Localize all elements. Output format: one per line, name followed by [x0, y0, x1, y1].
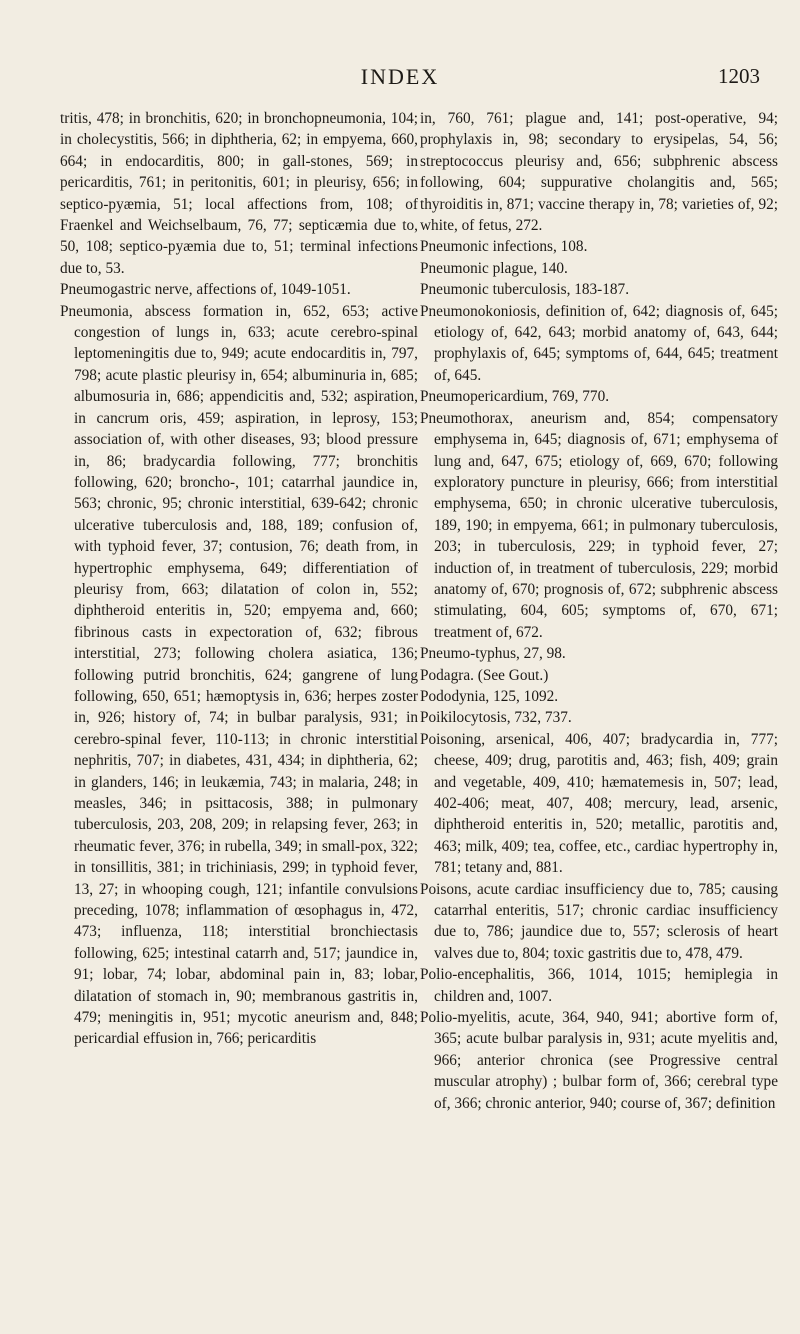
index-entry: Pneumogastric nerve, affections of, 1049-1051.: [60, 281, 351, 299]
page-header: [0, 64, 800, 92]
index-entry: Pneumopericardium, 769, 770.: [420, 388, 610, 406]
index-entry: Poikilocytosis, 732, 737.: [420, 709, 572, 727]
index-entry: Podagra. (See Gout.): [420, 666, 549, 684]
index-entry: Pododynia, 125, 1092.: [420, 687, 559, 705]
index-entry: Pneumothorax, aneurism and, 854; compensatory emphysema in, 645; diagnosis of, 671; emphysema of lung and, 647, 675; etiology of, 669, 670; following exploratory puncture in pleurisy, 666; from interstitial emphysema, 650; in chronic ulcerative tuberculosis, 189, 190; in empyema, 661; in pulmonary tuberculosis, 203; in tuberculosis, 229; in typhoid fever, 27; induction of, in treatment of tuberculosis, 229; morbid anatomy of, 670; prognosis of, 672; subphrenic abscess stimulating, 604, 605; symptoms of, 670, 671; treatment of, 672.: [420, 409, 778, 641]
index-entry: Pneumonokoniosis, definition of, 642; diagnosis of, 645; etiology of, 642, 643; morbid anatomy of, 643, 644; prophylaxis of, 645; symptoms of, 644, 645; treatment of, 645.: [420, 302, 778, 384]
index-entry: Pneumonia, abscess formation in, 652, 653; active congestion of lungs in, 633; acute cerebro-spinal leptomeningitis due to, 949; acute endocarditis in, 797, 798; acute plastic pleurisy in, 654; albuminuria in, 685; albumosuria in, 686; appendicitis and, 532; aspiration, in cancrum oris, 459; aspiration, in leprosy, 153; association of, with other diseases, 93; blood pressure in, 86; bradycardia following, 777; bronchitis following, 620; broncho-, 101; catarrhal jaundice in, 563; chronic, 95; chronic interstitial, 639-642; chronic ulcerative tuberculosis and, 188, 189; confusion of, with typhoid fever, 37; contusion, 76; death from, in hypertrophic emphysema, 649; differentiation of pleurisy from, 663; dilatation of colon in, 552; diphtheroid enteritis in, 520; empyema and, 660; fibrinous casts in expectoration of, 632; fibrous interstitial, 273; following cholera asiatica, 136; following putrid bronchitis, 624; gangrene of lung following, 650, 651; hæmoptysis in, 636; herpes zoster in, 926; history of, 74; in bulbar paralysis, 931; in cerebro-spinal fever, 110-113; in chronic interstitial nephritis, 707; in diabetes, 431, 434; in diphtheria, 62; in glanders, 146; in leukæmia, 743; in malaria, 248; in measles, 346; in psittacosis, 388; in pulmonary tuberculosis, 203, 208, 209; in relapsing fever, 263; in rheumatic fever, 376; in rubella, 349; in small-pox, 322; in tonsillitis, 381; in trichiniasis, 299; in typhoid fever, 13, 27; in whooping cough, 121; infantile convulsions preceding, 1078; inflammation of œsophagus in, 472, 473; influenza, 118; interstitial bronchiectasis following, 625; intestinal catarrh and, 517; jaundice in, 91; lobar, 74; lobar, abdominal pain in, 83; lobar, dilatation of stomach in, 90; membranous gastritis in, 479; meningitis in, 951; mycotic aneurism and, 848; pericardial effusion in, 766; pericarditis: [60, 302, 418, 1048]
index-entry: Polio-myelitis, acute, 364, 940, 941; abortive form of, 365; acute bulbar paralysis in, 931; acute myelitis and, 966; anterior chronica (see Progressive central muscular atrophy) ; bulbar form of, 366; cerebral type of, 366; chronic anterior, 940; course of, 367; definition: [420, 1009, 778, 1112]
index-entry: Poisons, acute cardiac insufficiency due to, 785; causing catarrhal enteritis, 517; chronic cardiac insufficiency due to, 786; jaundice due to, 557; sclerosis of heart valves due to, 804; toxic gastritis due to, 478, 479.: [420, 880, 778, 962]
running-title: INDEX: [360, 64, 440, 89]
index-entry-continued: tritis, 478; in bronchitis, 620; in bronchopneumonia, 104; in cholecystitis, 566; in diphtheria, 62; in empyema, 660, 664; in endocarditis, 800; in gall-stones, 569; in pericarditis, 761; in peritonitis, 601; in pleurisy, 656; in septico-pyæmia, 51; local affections from, 108; of Fraenkel and Weichselbaum, 76, 77; septicæmia due to, 50, 108; septico-pyæmia due to, 51; terminal infections due to, 53.: [60, 110, 418, 277]
index-entry: Pneumo-typhus, 27, 98.: [420, 645, 566, 663]
index-entry: Pneumonic plague, 140.: [420, 259, 568, 277]
index-entry-continued: in, 760, 761; plague and, 141; post-operative, 94; prophylaxis in, 98; secondary to erysipelas, 54, 56; streptococcus pleurisy and, 656; subphrenic abscess following, 604; suppurative cholangitis and, 565; thyroiditis in, 871; vaccine therapy in, 78; varieties of, 92; white, of fetus, 272.: [420, 110, 778, 235]
index-entry: Pneumonic infections, 108.: [420, 238, 588, 256]
index-column-left: [60, 108, 418, 1050]
page-number: 1203: [718, 64, 760, 88]
index-column-right: [420, 108, 778, 1114]
index-entry: Poisoning, arsenical, 406, 407; bradycardia in, 777; cheese, 409; drug, parotitis and, 463; fish, 409; grain and vegetable, 409, 410; hæmatemesis in, 507; lead, 402-406; meat, 407, 408; mercury, lead, arsenic, diphtheroid enteritis in, 520; metallic, parotitis and, 463; milk, 409; tea, coffee, etc., cardiac hypertrophy in, 781; tetany and, 881.: [420, 730, 778, 877]
index-entry: Pneumonic tuberculosis, 183-187.: [420, 281, 630, 299]
index-entry: Polio-encephalitis, 366, 1014, 1015; hemiplegia in children and, 1007.: [420, 966, 778, 1005]
